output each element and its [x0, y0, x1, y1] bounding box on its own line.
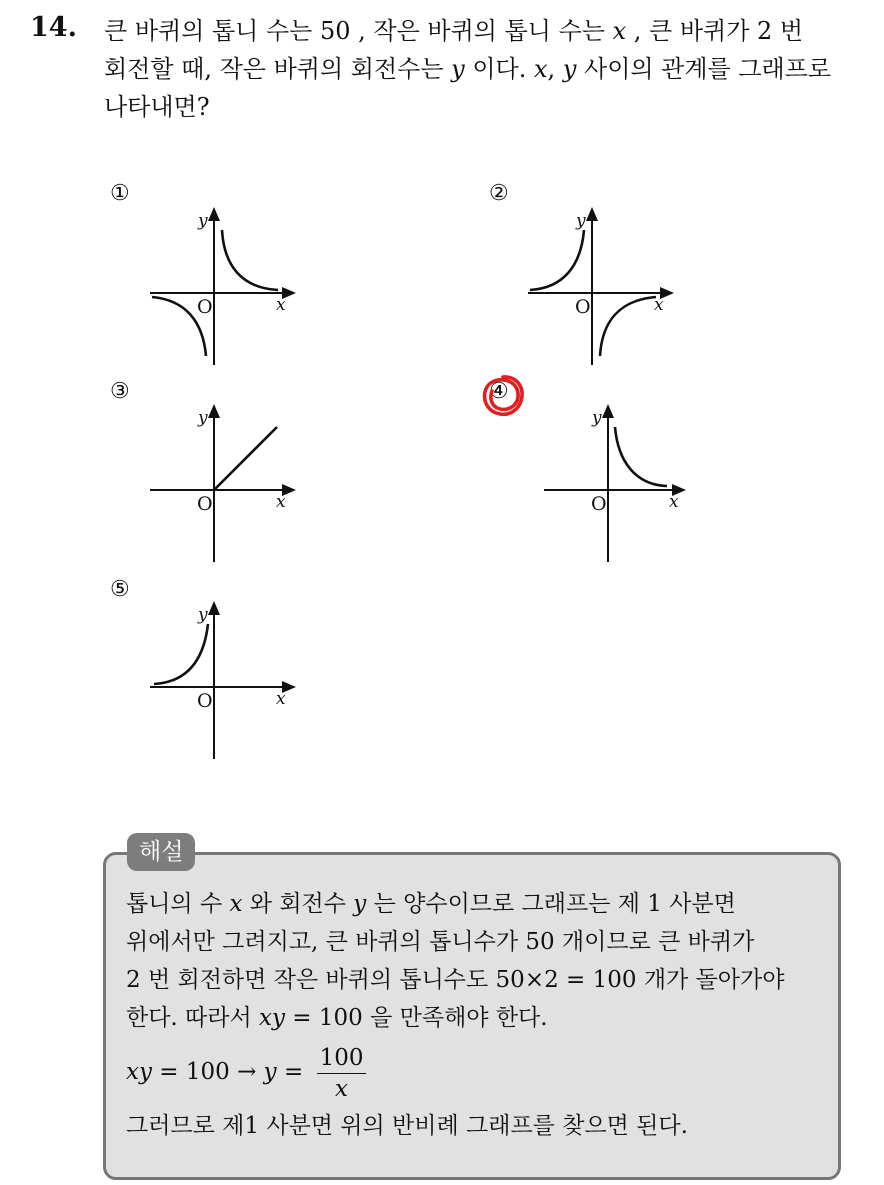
solution-line-4: 한다. 따라서 xy = 100 을 만족해야 한다. — [126, 1005, 548, 1031]
x-axis-label: x — [276, 295, 286, 315]
solution-line-3: 2 번 회전하면 작은 바퀴의 톱니수도 50×2 = 100 개가 돌아가야 — [126, 967, 785, 993]
option-4-graph — [540, 397, 700, 572]
x-axis-label: x — [654, 295, 664, 315]
y-axis-label: y — [198, 211, 208, 231]
solution-tab: 해설 — [127, 833, 195, 871]
question-text — [104, 12, 874, 126]
option-4-label[interactable]: ④ — [489, 379, 509, 404]
y-axis-label: y — [198, 605, 208, 625]
origin-label: O — [575, 296, 591, 318]
option-1-label[interactable]: ① — [110, 181, 130, 206]
x-axis-label: x — [669, 492, 679, 512]
option-5-graph — [146, 594, 306, 769]
y-axis-label: y — [576, 211, 586, 231]
origin-label: O — [197, 296, 213, 318]
y-axis-label: y — [198, 408, 208, 428]
question-line-2: 회전할 때, 작은 바퀴의 회전수는 y 이다. x, y 사이의 관계를 그래프로 — [104, 55, 832, 83]
option-3-label[interactable]: ③ — [110, 379, 130, 404]
answer-mark-circle — [478, 371, 528, 421]
y-axis-label: y — [592, 408, 602, 428]
x-axis-label: x — [276, 492, 286, 512]
question-number: 14. — [30, 12, 77, 43]
solution-equation: xy = 100 → y = $\frac{100}{x}$ — [126, 1037, 836, 1107]
solution-line-2: 위에서만 그려지고, 큰 바퀴의 톱니수가 50 개이므로 큰 바퀴가 — [126, 929, 755, 955]
option-1-graph — [146, 200, 306, 375]
option-3-graph — [146, 397, 306, 572]
origin-label: O — [197, 690, 213, 712]
origin-label: O — [591, 493, 607, 515]
question-line-1: 큰 바퀴의 톱니 수는 50 , 작은 바퀴의 톱니 수는 x , 큰 바퀴가 2 번 — [104, 17, 804, 45]
option-2-graph — [524, 200, 684, 375]
option-5-label[interactable]: ⑤ — [110, 577, 130, 602]
question-line-3: 나타내면? — [104, 93, 210, 121]
x-axis-label: x — [276, 689, 286, 709]
origin-label: O — [197, 493, 213, 515]
solution-text — [126, 885, 836, 1145]
solution-line-6: 그러므로 제1 사분면 위의 반비례 그래프를 찾으면 된다. — [126, 1113, 688, 1139]
option-2-label[interactable]: ② — [489, 181, 509, 206]
solution-line-1: 톱니의 수 x 와 회전수 y 는 양수이므로 그래프는 제 1 사분면 — [126, 891, 736, 917]
fraction: $\frac{100}{x}$ — [317, 1043, 367, 1104]
